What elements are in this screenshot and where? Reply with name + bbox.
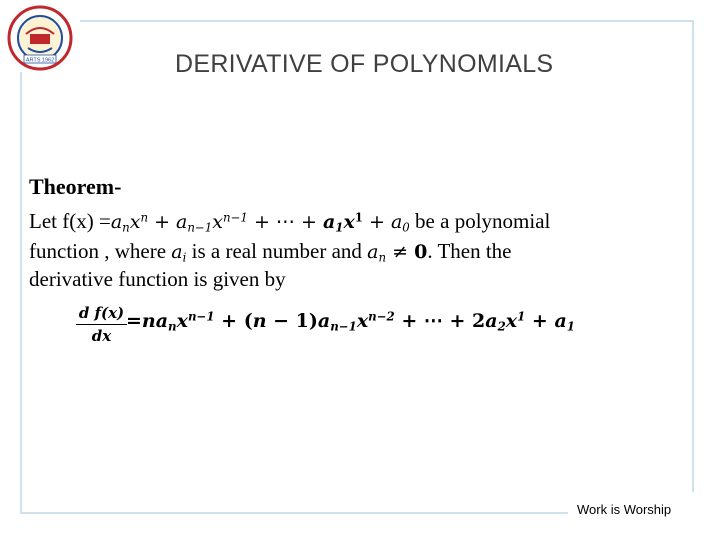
fraction-numerator: d f(x): [78, 304, 125, 322]
line2-prefix: function , where: [29, 239, 167, 263]
logo-lettering: ARTS 1962: [25, 57, 55, 64]
frame-bottom-border: [20, 512, 568, 514]
line1-prefix: Let f(x) =: [29, 209, 111, 233]
derivative-expression: $=na_nx^{n-1} + (n - 1)a_{n-1}x^{n-2}$ + ⋯ + $2a_2x^1 + a_1$: [126, 309, 575, 334]
derivative-fraction: [74, 304, 129, 345]
line1-suffix: be a polynomial: [415, 209, 551, 233]
fraction-denominator: dx: [91, 327, 112, 345]
line2-mid: is a real number and: [191, 239, 362, 263]
slide-title: DERIVATIVE OF POLYNOMIALS: [175, 50, 554, 78]
fraction-bar: [76, 324, 127, 325]
footer-motto: Work is Worship: [577, 502, 672, 517]
frame-right-border: [692, 20, 694, 492]
polynomial-expression: $a_nx^n + a_{n-1}x^{n-1}$ + ⋯ + $a_1x^1 + a_0$: [110, 210, 410, 235]
derivative-formula: [74, 298, 674, 348]
frame-left-border: [20, 72, 22, 512]
theorem-line-2: [29, 239, 512, 264]
line2-suffix: . Then the: [427, 239, 512, 263]
condition-an-nonzero: $a_n \ne 0$: [367, 241, 428, 265]
theorem-line-1: [29, 209, 550, 234]
frame-top-border: [80, 20, 694, 22]
theorem-line-3: derivative function is given by: [29, 267, 286, 291]
coefficient-ai: $a_i$: [171, 241, 187, 265]
college-seal-logo: [6, 4, 74, 72]
theorem-heading: Theorem-: [29, 174, 122, 199]
